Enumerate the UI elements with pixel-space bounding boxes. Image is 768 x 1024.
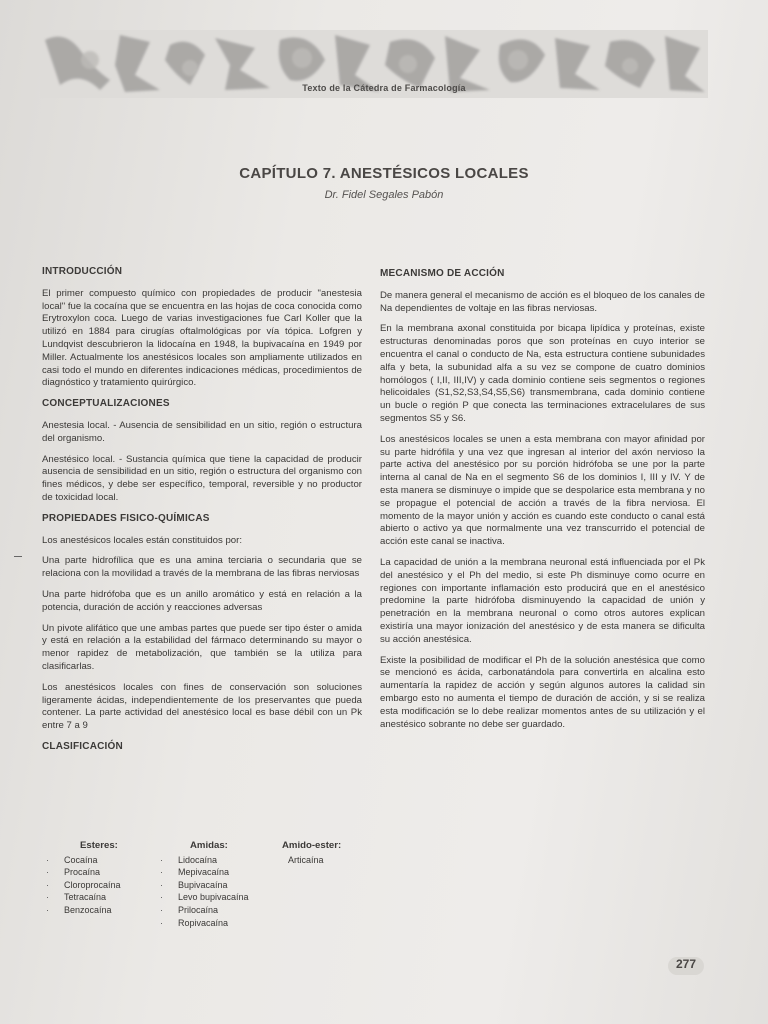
ester-item: · Cloroprocaína bbox=[64, 879, 121, 892]
class-heading: CLASIFICACIÓN bbox=[42, 740, 123, 752]
concept-heading: CONCEPTUALIZACIONES bbox=[42, 398, 170, 410]
amida-item: · Bupivacaína bbox=[178, 879, 249, 892]
intro-heading: INTRODUCCIÓN bbox=[42, 266, 123, 277]
concept-paragraph-1: Anestesia local. - Ausencia de sensibilidad en un sitio, región o estructura del organismo. bbox=[42, 419, 362, 444]
mech-heading: MECANISMO DE ACCIÓN bbox=[380, 268, 505, 279]
props-paragraph-2: Una parte hidrófoba que es un anillo aromático y está en relación a la potencia, duración de acción y reacciones adversas bbox=[42, 588, 362, 613]
intro-paragraph: El primer compuesto químico con propiedades de producir "anestesia local" fue la cocaína que se encuentra en las hojas de coca conocida como Erytroxylon coca. Luego de varias investigaciones fue Carl Koller que la utilizó en 1884 para cirugías oftalmológicas por vía tópica. Lofgren y Lundqvist descubrieron la lidocaína en 1948, la bupivacaína en 1949 por Miller. Actualmente los anestésicos locales son ampliamente utilizados en casi todo el mundo en diferentes indicaciones médicas, procedimientos de diagnóstico y tratamiento quirúrgico. bbox=[42, 287, 362, 389]
mech-paragraph-4: La capacidad de unión a la membrana neuronal está influenciada por el Pk del anestésico y el Ph del medio, si este Ph disminuye como ocurre en regiones con importante inflamación esto producirá que en el anestésico predomine la parte hidrófoba disminuyendo la capacidad de unión y penetración en la membrana neuronal o como otros autores explican existiría una mayor ionización del anestésico y de esta manera se dificulta su acción anestésica. bbox=[380, 556, 705, 645]
props-paragraph-1: Una parte hidrofílica que es una amina terciaria o secundaria que se relaciona con la movilidad a través de la membrana de las fibras nerviosas bbox=[42, 555, 362, 580]
mech-paragraph-5: Existe la posibilidad de modificar el Ph de la solución anestésica que como se mencionó es ácida, carbonatándola para convertirla en alcalina esto aumentaría la rapidez de acción y según algunos autores la calidad sin embargo esto no aumenta el tiempo de duración de acción, y si se realiza esta modificación se lo debe realizar momentos antes de su utilización y el anestésico sobrante no debe ser guardado. bbox=[380, 654, 705, 730]
mech-paragraph-2: En la membrana axonal constituida por bicapa lipídica y proteínas, existe estructuras denominadas poros que son proteínas en cuyo interior se encuentra el canal o conducto de Na, esta estructura contiene subunidades alfa y beta, la subunidad alfa a su vez se compone de cuatro dominios homólogos ( I,II, III,IV) y cada dominio contiene seis segmentos o regiones helicoidales (S1,S2,S3,S4,S5,S6) transmembrana, cada dominio contiene un bucle o región P que conecta las terminaciones extracelulares de sus segmentos S5 y S6. bbox=[380, 323, 705, 424]
esteres-column bbox=[64, 840, 121, 917]
amido-ester-label: Amido-ester: bbox=[282, 840, 342, 851]
amida-item: · Levo bupivacaína bbox=[178, 891, 249, 904]
classification-table bbox=[42, 840, 362, 940]
chapter-author: Dr. Fidel Segales Pabón bbox=[324, 189, 444, 201]
header-caption: Texto de la Cátedra de Farmacología bbox=[302, 83, 466, 93]
mech-paragraph-1: De manera general el mecanismo de acción es el bloqueo de los canales de Na dependientes de voltaje en las fibras nerviosas. bbox=[380, 289, 705, 314]
amida-item: · Lidocaína bbox=[178, 854, 249, 867]
chapter-title: CAPÍTULO 7. ANESTÉSICOS LOCALES bbox=[239, 165, 529, 182]
props-paragraph-4: Los anestésicos locales con fines de conservación son soluciones ligeramente ácidas, independientemente de los preservantes que pueda contener. La parte actividad del anestésico local es base débil con un Pk entre 7 a 9 bbox=[42, 681, 362, 732]
margin-mark bbox=[14, 556, 22, 557]
amido-ester-item: Articaína bbox=[288, 854, 324, 865]
esteres-label: Esteres: bbox=[80, 840, 118, 851]
mech-paragraph-3: Los anestésicos locales se unen a esta membrana con mayor afinidad por su parte hidrófila y una vez que ingresan al interior del axón nervioso la parte activa del anestésico por su porción hidrófoba se une por la parte interna al canal de Na en el segmento S6 de los dominios I, III y IV. Y de esta manera se disminuye o impide que se despolarice esta membrana y no se propague el potencial de acción a través de la fibra nerviosa. El momento de la mayor unión y acción es cuando este conducto o canal está abierto o activo ya que normalmente una vez transcurrido el potencial de acción este canal se inactiva. bbox=[380, 433, 705, 548]
ester-item: · Cocaína bbox=[64, 854, 121, 867]
left-column bbox=[42, 266, 362, 763]
ester-item: · Procaína bbox=[64, 866, 121, 879]
right-column bbox=[380, 268, 705, 739]
props-paragraph-3: Un pivote alifático que une ambas partes que puede ser tipo éster o amida y está en relación a la estabilidad del fármaco determinando su mayor o menor rapidez de metabolización, que también se la utiliza para clasificarlas. bbox=[42, 622, 362, 672]
amida-item: · Prilocaína bbox=[178, 904, 249, 917]
concept-paragraph-2: Anestésico local. - Sustancia química que tiene la capacidad de producir ausencia de sensibilidad en un sitio, región o estructura del organismo con fines médicos, y debe ser específico, temporal, reversible y no productor de toxicidad local. bbox=[42, 453, 362, 503]
amidas-label: Amidas: bbox=[190, 840, 228, 851]
ester-item: · Tetracaína bbox=[64, 891, 121, 904]
amidas-column bbox=[178, 840, 249, 929]
props-heading: PROPIEDADES FISICO-QUÍMICAS bbox=[42, 512, 210, 524]
page-number: 277 bbox=[668, 957, 704, 975]
amida-item: · Mepivacaína bbox=[178, 866, 249, 879]
ester-item: · Benzocaína bbox=[64, 904, 121, 917]
amida-item: · Ropivacaína bbox=[178, 917, 249, 930]
props-intro: Los anestésicos locales están constituidos por: bbox=[42, 534, 242, 546]
amido-ester-column bbox=[282, 840, 341, 866]
